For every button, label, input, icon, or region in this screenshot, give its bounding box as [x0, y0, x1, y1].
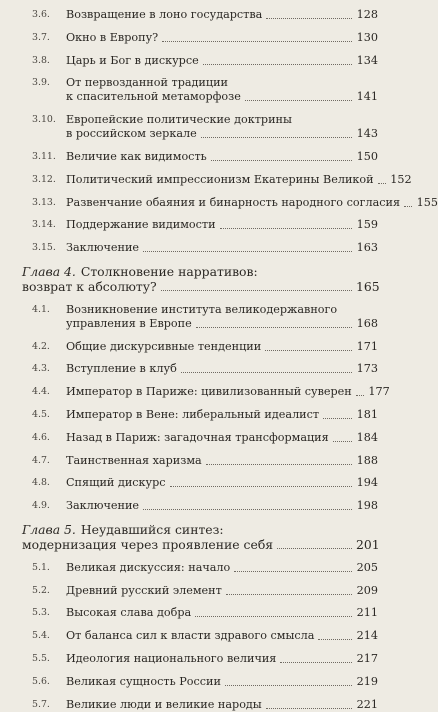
entry-title: Европейские политические доктрины: [66, 113, 292, 127]
leader-dots: [245, 100, 352, 101]
entry-page: 150: [356, 149, 378, 163]
entry-page: 214: [356, 629, 378, 643]
chapter-label: Глава 4.: [22, 263, 76, 279]
entry-title: Общие дискурсивные тенденции: [66, 339, 262, 353]
entry-page: 211: [356, 606, 378, 620]
toc-entry[interactable]: [32, 8, 378, 22]
leader-dots: [318, 639, 352, 640]
leader-dots: [323, 418, 352, 419]
entry-number: 5.7.: [32, 698, 50, 710]
entry-page: 130: [356, 30, 378, 44]
entry-page: 168: [356, 316, 378, 330]
leader-dots: [161, 290, 352, 291]
leader-dots: [162, 41, 352, 42]
entry-page: 181: [356, 407, 378, 421]
leader-dots: [196, 327, 352, 328]
entry-title: Возвращение в лоно государства: [66, 8, 263, 21]
toc-entry[interactable]: [32, 675, 378, 689]
chapter-title-continued: модернизация через проявление себя: [22, 536, 274, 552]
toc-section-5: [32, 561, 378, 712]
toc-entry[interactable]: [32, 218, 378, 232]
entry-title-continued: управления в Европе: [66, 316, 192, 330]
entry-title: Император в Париже: цивилизованный суверен: [66, 385, 352, 399]
toc-entry[interactable]: [32, 454, 378, 468]
entry-number: 3.13.: [32, 196, 56, 208]
toc-section-3: [32, 8, 438, 255]
leader-dots: [203, 64, 352, 65]
entry-page: 143: [356, 127, 378, 141]
entry-title: Вступление в клуб: [66, 362, 177, 376]
leader-dots: [206, 464, 352, 465]
entry-title: Назад в Париж: загадочная трансформация: [66, 430, 329, 444]
chapter-title: Столкновение нарративов:: [80, 263, 258, 279]
entry-number: 5.3.: [32, 607, 50, 619]
entry-number: 3.11.: [32, 150, 56, 162]
toc-entry[interactable]: [32, 172, 412, 187]
entry-number: 3.6.: [32, 9, 50, 20]
entry-title: От первозданной традиции: [66, 76, 228, 90]
entry-title: Великая сущность России: [66, 674, 221, 688]
entry-page: 217: [356, 651, 378, 665]
entry-page: 188: [356, 453, 378, 467]
leader-dots: [378, 183, 386, 184]
entry-number: 4.1.: [32, 303, 50, 315]
leader-dots: [220, 228, 352, 229]
entry-title: Таинственная харизма: [66, 453, 202, 467]
entry-page: 171: [356, 339, 378, 353]
toc-entry[interactable]: [32, 431, 378, 445]
leader-dots: [404, 206, 412, 207]
entry-title: Идеология национального величия: [66, 651, 277, 665]
leader-dots: [266, 708, 352, 709]
toc-entry[interactable]: [32, 76, 378, 104]
chapter-page: 201: [356, 536, 380, 552]
toc-entry[interactable]: [32, 54, 378, 68]
chapter-title: Неудавшийся синтез:: [80, 521, 224, 537]
toc-entry[interactable]: [32, 652, 378, 666]
toc-entry[interactable]: [32, 303, 378, 331]
toc-entry[interactable]: [32, 31, 378, 45]
toc-entry[interactable]: [32, 561, 378, 575]
leader-dots: [201, 137, 352, 138]
entry-page: 152: [390, 172, 412, 186]
entry-number: 4.2.: [32, 340, 50, 352]
entry-page: 128: [356, 8, 378, 21]
entry-title: Древний русский элемент: [66, 583, 222, 597]
entry-title: Поддержание видимости: [66, 218, 216, 232]
entry-title: Великая дискуссия: начало: [66, 560, 231, 574]
entry-number: 4.5.: [32, 408, 50, 420]
entry-title: Величие как видимость: [66, 149, 207, 163]
leader-dots: [211, 160, 352, 161]
leader-dots: [266, 18, 352, 19]
entry-title: Спящий дискурс: [66, 476, 166, 490]
entry-page: 163: [356, 241, 378, 255]
entry-page: 209: [356, 583, 378, 597]
toc-entry[interactable]: [32, 629, 378, 643]
toc-entry[interactable]: [32, 606, 378, 620]
toc-entry[interactable]: [32, 195, 438, 210]
entry-number: 4.7.: [32, 454, 50, 466]
entry-page: 205: [356, 560, 378, 574]
entry-page: 155: [416, 195, 438, 209]
chapter-title-continued: возврат к абсолюту?: [22, 278, 157, 294]
entry-number: 5.4.: [32, 630, 50, 642]
toc-entry[interactable]: [32, 362, 378, 376]
entry-number: 3.9.: [32, 77, 50, 89]
toc-section-4: [32, 302, 390, 513]
entry-page: 177: [368, 385, 390, 399]
entry-page: 221: [356, 697, 378, 711]
chapter-label: Глава 5.: [22, 521, 76, 537]
entry-title: Возникновение института великодержавного: [66, 302, 338, 316]
leader-dots: [225, 685, 352, 686]
entry-page: 173: [356, 362, 378, 376]
entry-number: 3.10.: [32, 114, 56, 126]
entry-page: 134: [356, 53, 378, 67]
entry-page: 194: [356, 476, 378, 490]
entry-page: 198: [356, 499, 378, 513]
toc-entry[interactable]: [32, 698, 378, 712]
entry-title-continued: к спасительной метаморфозе: [66, 90, 241, 104]
entry-number: 3.7.: [32, 31, 50, 43]
entry-number: 3.14.: [32, 219, 56, 231]
leader-dots: [226, 594, 352, 595]
entry-page: 141: [356, 90, 378, 104]
leader-dots: [170, 486, 352, 487]
leader-dots: [143, 509, 352, 510]
entry-number: 4.8.: [32, 477, 50, 489]
leader-dots: [181, 372, 352, 373]
leader-dots: [234, 571, 352, 572]
entry-number: 5.1.: [32, 561, 50, 573]
toc-entry[interactable]: [32, 476, 378, 490]
chapter-page: 165: [356, 278, 380, 294]
leader-dots: [280, 662, 352, 663]
leader-dots: [333, 441, 352, 442]
entry-title-continued: в российском зеркале: [66, 127, 197, 141]
entry-number: 5.6.: [32, 675, 50, 687]
entry-number: 3.15.: [32, 242, 56, 254]
entry-title: Великие люди и великие народы: [66, 697, 262, 711]
entry-number: 4.3.: [32, 363, 50, 375]
toc-entry[interactable]: [32, 499, 378, 513]
entry-page: 219: [356, 674, 378, 688]
entry-number: 4.6.: [32, 431, 50, 443]
entry-number: 4.9.: [32, 500, 50, 512]
entry-number: 3.8.: [32, 54, 50, 66]
toc-entry[interactable]: [32, 340, 378, 354]
entry-title: Окно в Европу?: [66, 30, 159, 44]
entry-title: От баланса сил к власти здравого смысла: [66, 629, 315, 643]
toc-entry[interactable]: [32, 408, 378, 422]
entry-title: Император в Вене: либеральный идеалист: [66, 407, 320, 421]
toc-entry[interactable]: [32, 385, 390, 399]
entry-number: 4.4.: [32, 386, 50, 398]
toc-entry[interactable]: [32, 241, 378, 255]
entry-number: 5.5.: [32, 652, 50, 664]
leader-dots: [265, 350, 352, 351]
entry-title: Заключение: [66, 241, 140, 255]
entry-number: 5.2.: [32, 584, 50, 596]
leader-dots: [277, 548, 352, 549]
toc-entry[interactable]: [32, 150, 378, 164]
toc-entry[interactable]: [32, 113, 378, 141]
entry-number: 3.12.: [32, 173, 56, 185]
leader-dots: [195, 616, 352, 617]
toc-entry[interactable]: [32, 584, 378, 598]
leader-dots: [356, 395, 364, 396]
entry-title: Царь и Бог в дискурсе: [66, 53, 199, 67]
entry-page: 159: [356, 218, 378, 232]
entry-title: Развенчание обаяния и бинарность народного согласия: [66, 195, 401, 209]
entry-page: 184: [356, 430, 378, 444]
chapter-5-heading[interactable]: [22, 522, 378, 552]
entry-title: Политический импрессионизм Екатерины Великой: [66, 172, 374, 186]
chapter-4-heading[interactable]: [22, 264, 378, 294]
entry-title: Высокая слава добра: [66, 606, 192, 620]
entry-title: Заключение: [66, 499, 140, 513]
leader-dots: [143, 251, 352, 252]
